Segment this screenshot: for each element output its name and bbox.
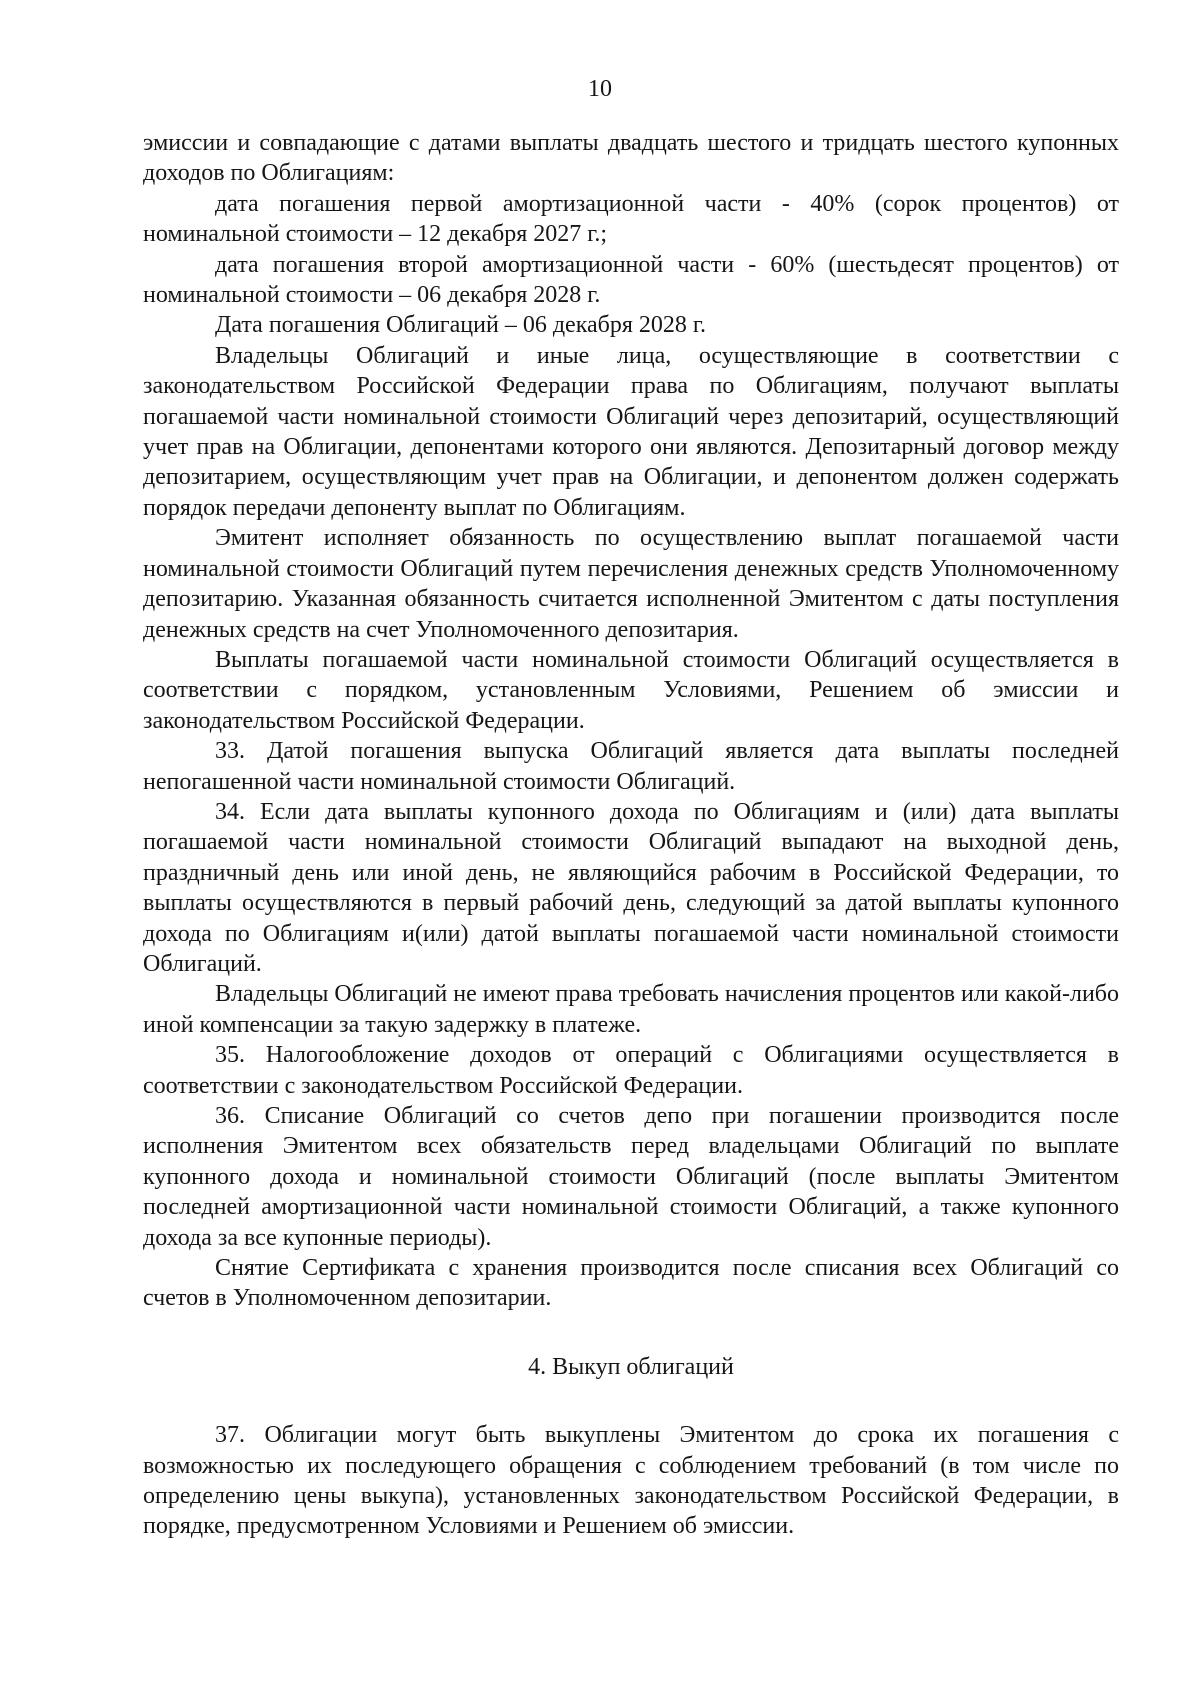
- paragraph: Снятие Сертификата с хранения производится после списания всех Облигаций со счетов в Уполномоченном депозитарии.: [143, 1255, 1119, 1312]
- paragraph: Владельцы Облигаций и иные лица, осуществляющие в соответствии с законодательством Российской Федерации права по Облигациям, получают выплаты погашаемой части номинальной стоимости Облигаций через депозитарий, осуществляющий учет прав на Облигации, депонентами которого они являются. Депозитарный договор между депозитарием, осуществляющим учет прав на Облигации, и депонентом должен содержать порядок передачи депоненту выплат по Облигациям.: [143, 342, 1119, 521]
- paragraph: 35. Налогообложение доходов от операций с Облигациями осуществляется в соответствии с законодательством Российской Федерации.: [143, 1042, 1119, 1099]
- paragraph: дата погашения второй амортизационной части - 60% (шестьдесят процентов) от номинальной стоимости – 06 декабря 2028 г.: [143, 251, 1119, 309]
- paragraph: дата погашения первой амортизационной части - 40% (сорок процентов) от номинальной стоимости – 12 декабря 2027 г.;: [143, 190, 1119, 248]
- section-heading: 4. Выкуп облигаций: [528, 1353, 734, 1380]
- paragraph: 37. Облигации могут быть выкуплены Эмитентом до срока их погашения с возможностью их последующего обращения с соблюдением требований (в том числе по определению цены выкупа), установленных законодательством Российской Федерации, в порядке, предусмотренном Условиями и Решением об эмиссии.: [143, 1422, 1119, 1540]
- paragraph: эмиссии и совпадающие с датами выплаты двадцать шестого и тридцать шестого купонных доходов по Облигациям:: [143, 130, 1119, 187]
- paragraph: 33. Датой погашения выпуска Облигаций является дата выплаты последней непогашенной части номинальной стоимости Облигаций.: [143, 738, 1119, 795]
- paragraph: Выплаты погашаемой части номинальной стоимости Облигаций осуществляется в соответствии с порядком, установленным Условиями, Решением об эмиссии и законодательством Российской Федерации.: [143, 646, 1119, 734]
- page-number: 10: [588, 76, 612, 102]
- paragraph: Дата погашения Облигаций – 06 декабря 2028 г.: [215, 312, 707, 339]
- document-body: [143, 128, 1119, 1542]
- paragraph: 36. Списание Облигаций со счетов депо при погашении производится после исполнения Эмитентом всех обязательств перед владельцами Облигаций по выплате купонного дохода и номинальной стоимости Облигаций (после выплаты Эмитентом последней амортизационной части номинальной стоимости Облигаций, а также купонного дохода за все купонные периоды).: [143, 1103, 1119, 1251]
- paragraph: Владельцы Облигаций не имеют права требовать начисления процентов или какой-либо иной компенсации за такую задержку в платеже.: [143, 981, 1119, 1038]
- paragraph: 34. Если дата выплаты купонного дохода по Облигациям и (или) дата выплаты погашаемой части номинальной стоимости Облигаций выпадают на выходной день, праздничный день или иной день, не являющийся рабочим в Российской Федерации, то выплаты осуществляются в первый рабочий день, следующий за датой выплаты купонного дохода по Облигациям и(или) датой выплаты погашаемой части номинальной стоимости Облигаций.: [143, 798, 1119, 977]
- paragraph: Эмитент исполняет обязанность по осуществлению выплат погашаемой части номинальной стоимости Облигаций путем перечисления денежных средств Уполномоченному депозитарию. Указанная обязанность считается исполненной Эмитентом с даты поступления денежных средств на счет Уполномоченного депозитария.: [143, 525, 1119, 643]
